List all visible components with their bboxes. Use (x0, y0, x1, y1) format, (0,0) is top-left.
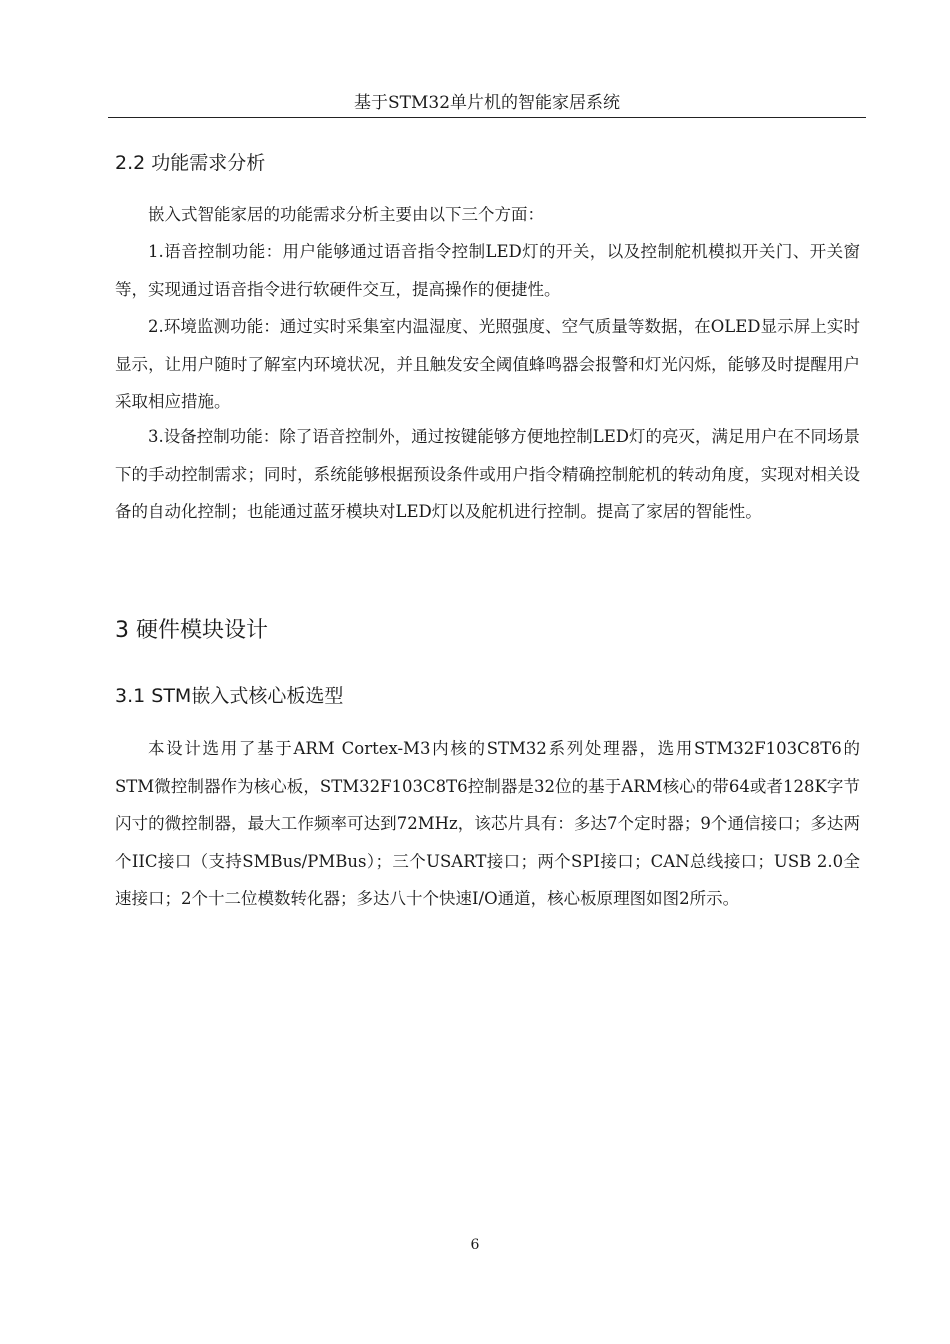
requirement-item-voice: 1.语音控制功能：用户能够通过语音指令控制LED灯的开关，以及控制舵机模拟开关门、开关窗等，实现通过语音指令进行软硬件交互，提高操作的便捷性。 (115, 242, 860, 299)
page-number: 6 (470, 1237, 480, 1253)
section-heading-2-2: 2.2 功能需求分析 (115, 152, 266, 174)
section-heading-3-1: 3.1 STM嵌入式核心板选型 (115, 685, 344, 707)
header-rule (108, 117, 866, 118)
core-board-paragraph: 本设计选用了基于ARM Cortex-M3内核的STM32系列处理器，选用STM32F103C8T6的STM微控制器作为核心板，STM32F103C8T6控制器是32位的基于ARM核心的带64或者128K字节闪寸的微控制器，最大工作频率可达到72MHz，该芯片具有：多达7个定时器；9个通信接口；多达两个IIC接口（支持SMBus/PMBus）；三个USART接口；两个SPI接口；CAN总线接口；USB 2.0全速接口；2个十二位模数转化器；多达八十个快速I/O通道，核心板原理图如图2所示。 (115, 739, 860, 908)
requirement-item-environment: 2.环境监测功能：通过实时采集室内温湿度、光照强度、空气质量等数据，在OLED显示屏上实时显示，让用户随时了解室内环境状况，并且触发安全阈值蜂鸣器会报警和灯光闪烁，能够及时提醒用户采取相应措施。 (115, 317, 860, 411)
intro-paragraph: 嵌入式智能家居的功能需求分析主要由以下三个方面： (148, 205, 544, 224)
running-header: 基于STM32单片机的智能家居系统 (353, 93, 621, 113)
requirement-item-device: 3.设备控制功能：除了语音控制外，通过按键能够方便地控制LED灯的亮灭，满足用户在不同场景下的手动控制需求；同时，系统能够根据预设条件或用户指令精确控制舵机的转动角度，实现对相关设备的自动化控制；也能通过蓝牙模块对LED灯以及舵机进行控制。提高了家居的智能性。 (115, 427, 860, 521)
chapter-heading-3: 3 硬件模块设计 (115, 618, 268, 643)
